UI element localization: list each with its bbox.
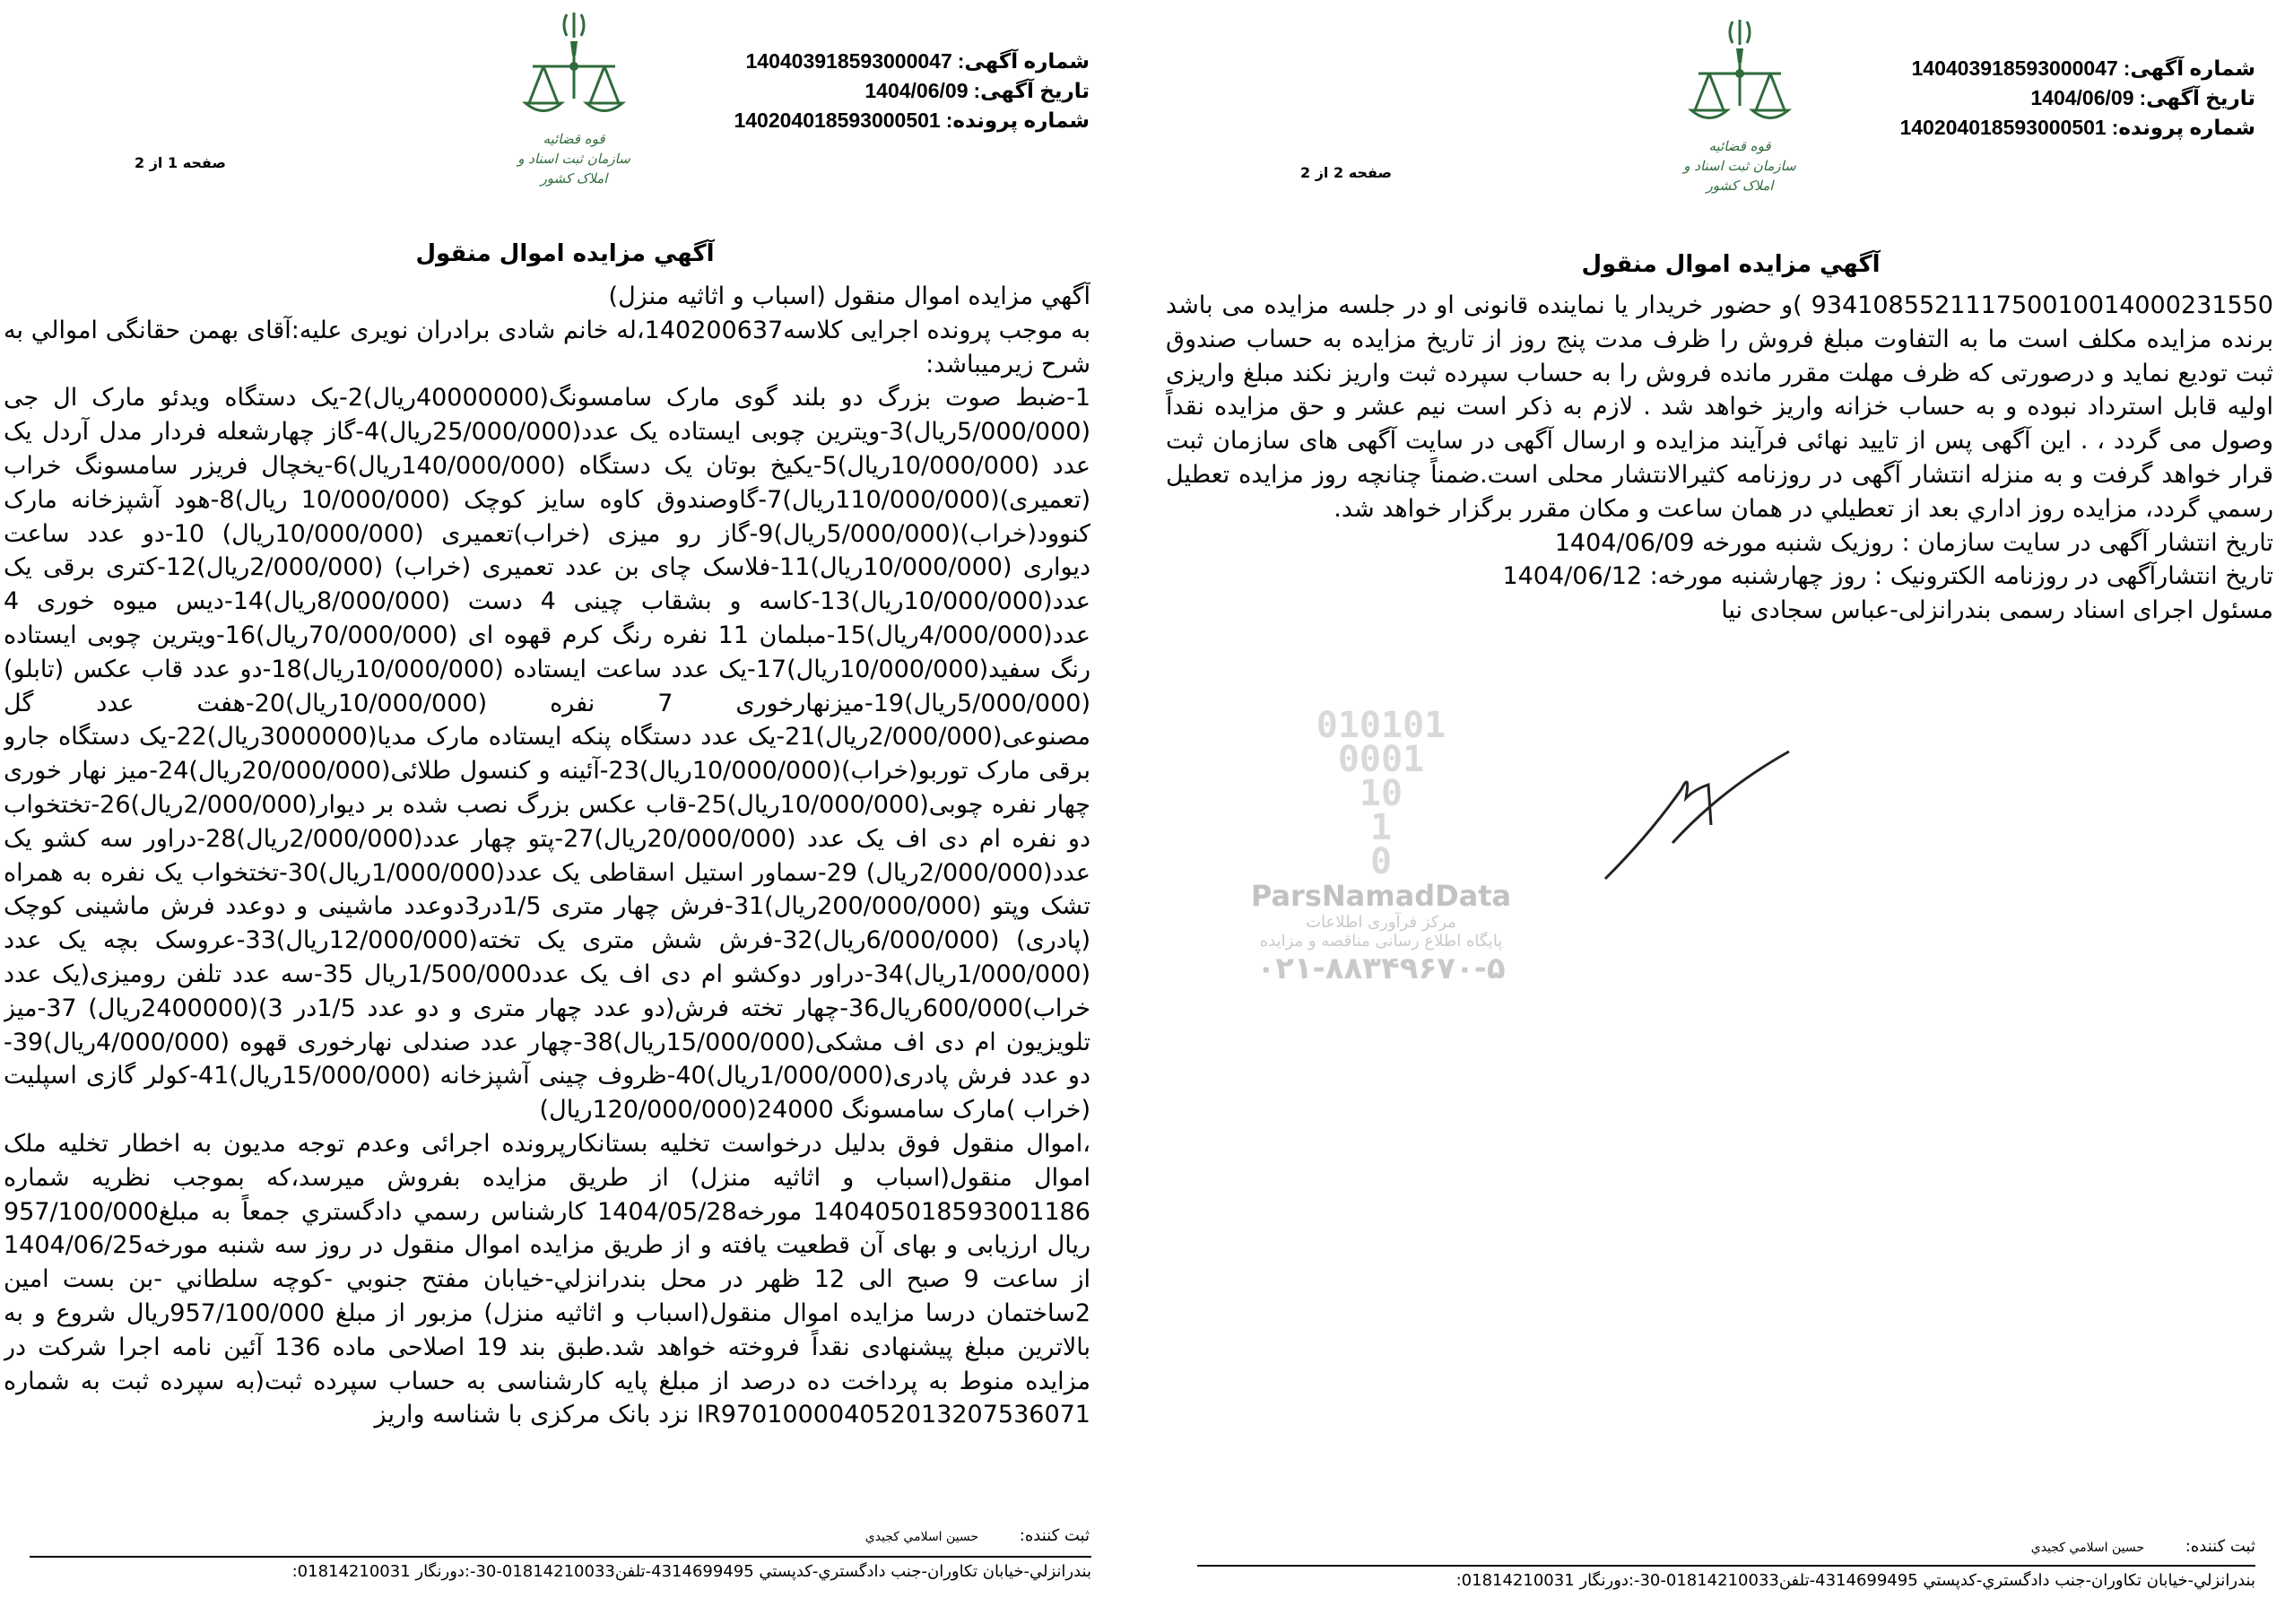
watermark-bits [1220, 705, 1542, 882]
watermark-bits-line: 0001 [1337, 739, 1425, 780]
notice-header [646, 47, 1090, 135]
logo-text [511, 129, 637, 188]
case-number: 140204018593000501 [1899, 116, 2107, 139]
watermark [1220, 705, 1542, 986]
page-number: صفحه 1 از 2 [135, 154, 226, 171]
logo-line1: قوه قضائیه [1708, 138, 1771, 154]
notice-date-row [1811, 83, 2255, 113]
scales-of-justice-icon [1677, 16, 1803, 133]
registrar [1704, 1537, 2255, 1556]
case-number: 140204018593000501 [734, 109, 941, 132]
body-paragraph: ،اموال منقول فوق بدلیل درخواست تخلیه بستانکارپرونده اجرائی وعدم توجه مدیون به اخطار تخلیه ملک اموال منقول(اسباب و اثاثيه منزل) از طريق مزايده بفروش ميرسد،كه بموجب نظريه شماره 140405018593001186 مورخه1404/05/28 کارشناس رسمي دادگستري جمعاً به مبلغ957/100/000 ريال ارزيابی و بهای آن قطعيت يافته و از طريق مزايده اموال منقول در روز سه شنبه مورخه1404/06/25 از ساعت 9 صبح الی 12 ظهر در محل بندرانزلي-خيابان مفتح جنوبي -کوچه سلطاني -بن بست امين 2ساختمان درسا مزايده اموال منقول(اسباب و اثاثيه منزل) مزبور از مبلغ 957/100/000ريال شروع و به بالاترين مبلغ پيشنهادی نقداً فروخته خواهد شد.طبق بند 19 اصلاحی ماده 136 آئين نامه اجرا شرکت در مزايده منوط به پرداخت ده درصد از مبلغ پايه کارشناسی به حساب سپرده ثبت(به سپرده ثبت به شماره IR970100004052013207536071 نزد بانک مرکزی با شناسه واريز [4, 1129, 1090, 1429]
watermark-line2: پایگاه اطلاع رسانی مناقصه و مزایده [1259, 932, 1503, 951]
watermark-bits-line: 10 [1359, 773, 1403, 814]
judiciary-logo [511, 9, 637, 188]
notice-date: 1404/06/09 [864, 79, 969, 102]
items-list: 1-ضبط صوت بزرگ دو بلند گوی مارک سامسونگ(40000000ریال)2-یک دستگاه ویدئو مارک ال جی (5/000/000ریال)3-ویترین چوبی ایستاده یک عدد(25/000/000ریال)4-گاز چهارشعله فردار مدل آردل یک عدد (10/000/000ریال)5-یکیخ بوتان یک دستگاه (140/000/000ریال)6-یخچال فریزر سامسونگ خراب (تعمیری)(110/000/000ریال)7-گاوصندوق کاوه سایز کوچک (10/000/000 ریال)8-هود آشپزخانه مارک کنوود(خراب)(5/000/000ریال)9-گاز رو میزی (خراب)تعمیری (10/000/000ریال) 10-دو عدد ساعت دیواری (10/000/000ریال)11-فلاسک چای بن عدد تعمیری (خراب) (2/000/000ریال)12-کتری برقی یک عدد(10/000/000ریال)13-کاسه و بشقاب چینی 4 دست (8/000/000ریال)14-دیس میوه خوری 4 عدد(4/000/000ریال)15-مبلمان 11 نفره رنگ کرم قهوه ای (70/000/000ریال)16-ویترین چوبی ایستاده رنگ سفید(10/000/000ریال)17-یک عدد ساعت ایستاده (10/000/000ریال)18-دو عدد قاب عکس (تابلو)(5/000/000ریال)19-میزنهارخوری 7 نفره (10/000/000ریال)20-هفت عدد گل مصنوعی(2/000/000ریال)21-یک عدد دستگاه پنکه ایستاده مارک مدیا(3000000ریال)22-یک دستگاه جارو برقی مارک توربو(خراب)(10/000/000ریال)23-آئینه و کنسول طلائی(20/000/000ریال)24-میز نهار خوری چهار نفره چوبی(10/000/000ریال)25-قاب عکس بزرگ نصب شده بر دیوار(2/000/000ریال)26-تختخواب دو نفره ام دی اف یک عدد (20/000/000ریال)27-پتو چهار عدد(2/000/000ریال)28-دراور سه کشو یک عدد(2/000/000ریال) 29-سماور استیل اسقاطی یک عدد(1/000/000ریال)30-تختخواب یک نفره به همراه تشک وپتو (200/000/000ریال)31-فرش چهار متری 1/5در3دوعدد ماشینی و دوعدد فرش ماشینی کوچک (پادری) (6/000/000ریال)32-فرش شش متری یک تخته(12/000/000ریال)33-عروسک بچه یک عدد (1/000/000ریال)34-دراور دوکشو ام دی اف یک عدد1/500/000ریال 35-سه عدد تلفن رومیزی(یک عدد خراب)600/000ریال36-چهار تخته فرش(دو عدد چهار متری و دو عدد 1/5در 3)(2400000ریال) 37-میز تلویزیون ام دی اف مشکی(15/000/000ریال)38-چهار عدد صندلی نهارخوری قهوه (4/000/000ریال)39-دو عدد فرش پادری(1/000/000ریال)40-ظروف چینی آشپزخانه (15/000/000ریال)41-کولر گازی اسپلیت (خراب )مارک سامسونگ 24000(120/000/000ریال) [4, 384, 1090, 1125]
footer-address: بندرانزلي-خيابان تکاوران-جنب دادگستري-کدپستي 4314699495-تلفن01814210033-30-:دورنگار 01814210031: [1455, 1571, 2255, 1590]
notice-number-label: شماره آگهی: [957, 49, 1090, 73]
notice-header [1811, 54, 2255, 143]
case-number-label: شماره پرونده: [2111, 116, 2255, 139]
notice-date: 1404/06/09 [2030, 86, 2134, 109]
case-number-row [1811, 113, 2255, 143]
notice-number-label: شماره آگهی: [2123, 56, 2255, 80]
body-paragraph: 934108552111750010014000231550 )و حضور خريدار يا نماينده قانونی او در جلسه مزايده می باشد برنده مزايده مکلف است ما به التفاوت مبلغ فروش را ظرف مدت پنج روز از تاريخ مزايده به حساب صندوق ثبت توديع نمايد و درصورتی که ظرف مهلت مقرر مانده فروش را به حساب سپرده ثبت واريز نکند مبلغ واريزی اوليه قابل استرداد نبوده و به حساب خزانه واريز خواهد شد . لازم به ذکر است نيم عشر و حق مزايده نقداً وصول می گردد ، . اين آگهی پس از تاييد نهائی فرآيند مزايده و ارسال آگهی در سايت آگهی های سازمان ثبت قرار خواهد گرفت و به منزله انتشار آگهی در روزنامه کثيرالانتشار محلی است.ضمناً چنانچه روز مزايده تعطيل رسمي گردد، مزايده روز اداري بعد از تعطيلي در همان ساعت و مکان مقرر برگزار خواهد شد. [1166, 291, 2273, 523]
notice-number-row [1811, 54, 2255, 83]
footer-divider [30, 1556, 1091, 1558]
footer-divider [1197, 1565, 2255, 1567]
registrar-label: ثبت کننده: [1019, 1526, 1090, 1545]
watermark-phone: ۰۲۱-۸۸۳۴۹۶۷۰-۵ [1256, 951, 1506, 986]
body-paragraph: آگهي مزايده اموال منقول (اسباب و اثاثيه منزل) [608, 282, 1090, 310]
logo-line2: سازمان ثبت اسناد و املاک کشور [517, 151, 630, 187]
registrar [538, 1526, 1090, 1545]
watermark-bits-line: 1 [1369, 807, 1393, 848]
notice-date-row [646, 76, 1090, 106]
page-number: صفحه 2 از 2 [1300, 164, 1392, 181]
notice-body [1166, 289, 2273, 665]
notice-title: آگهي مزايده اموال منقول [415, 240, 715, 267]
logo-line1: قوه قضائیه [543, 131, 605, 147]
body-paragraph: به موجب پرونده اجرایی کلاسه140200637،له خانم شادی برادران نویری علیه:آقای بهمن حقانگی اموالي به شرح زیرمیباشد: [4, 316, 1090, 378]
notice-number: 140403918593000047 [745, 49, 952, 73]
notice-date-label: تاریخ آگهی: [973, 79, 1090, 102]
notice-date-label: تاریخ آگهی: [2139, 86, 2255, 109]
watermark-bits-line: 010101 [1316, 705, 1447, 746]
watermark-line1: مرکز فرآوری اطلاعات [1306, 913, 1456, 932]
case-number-row [646, 106, 1090, 135]
scales-of-justice-icon [511, 9, 637, 126]
notice-title: آگهي مزايده اموال منقول [1581, 251, 1881, 278]
publish-date-newspaper: تاریخ انتشارآگهی در روزنامه الکترونیک : روز چهارشنبه مورخه: 1404/06/12 [1502, 562, 2273, 591]
responsible-official: مسئول اجرای اسناد رسمی بندرانزلی-عباس سجادی نیا [1721, 596, 2273, 625]
logo-text [1677, 136, 1803, 195]
registrar-label: ثبت کننده: [2185, 1537, 2255, 1556]
registrar-name: حسين اسلامي کجيدي [2030, 1541, 2145, 1555]
notice-number: 140403918593000047 [1911, 56, 2118, 80]
footer-address: بندرانزلي-خيابان تکاوران-جنب دادگستري-کدپستي 4314699495-تلفن01814210033-30-:دورنگار 01814210031: [291, 1562, 1091, 1581]
watermark-bits-line: 0 [1369, 841, 1393, 882]
watermark-brand: ParsNamadData [1250, 879, 1512, 913]
notice-number-row [646, 47, 1090, 76]
notice-body [4, 280, 1090, 1517]
judiciary-logo [1677, 16, 1803, 195]
registrar-name: حسين اسلامي کجيدي [864, 1530, 979, 1544]
logo-line2: سازمان ثبت اسناد و املاک کشور [1683, 158, 1796, 194]
case-number-label: شماره پرونده: [945, 109, 1090, 132]
publish-date-site: تاریخ انتشار آگهی در سایت سازمان : روزیک شنبه مورخه 1404/06/09 [1554, 528, 2273, 557]
signature [1596, 735, 1803, 888]
